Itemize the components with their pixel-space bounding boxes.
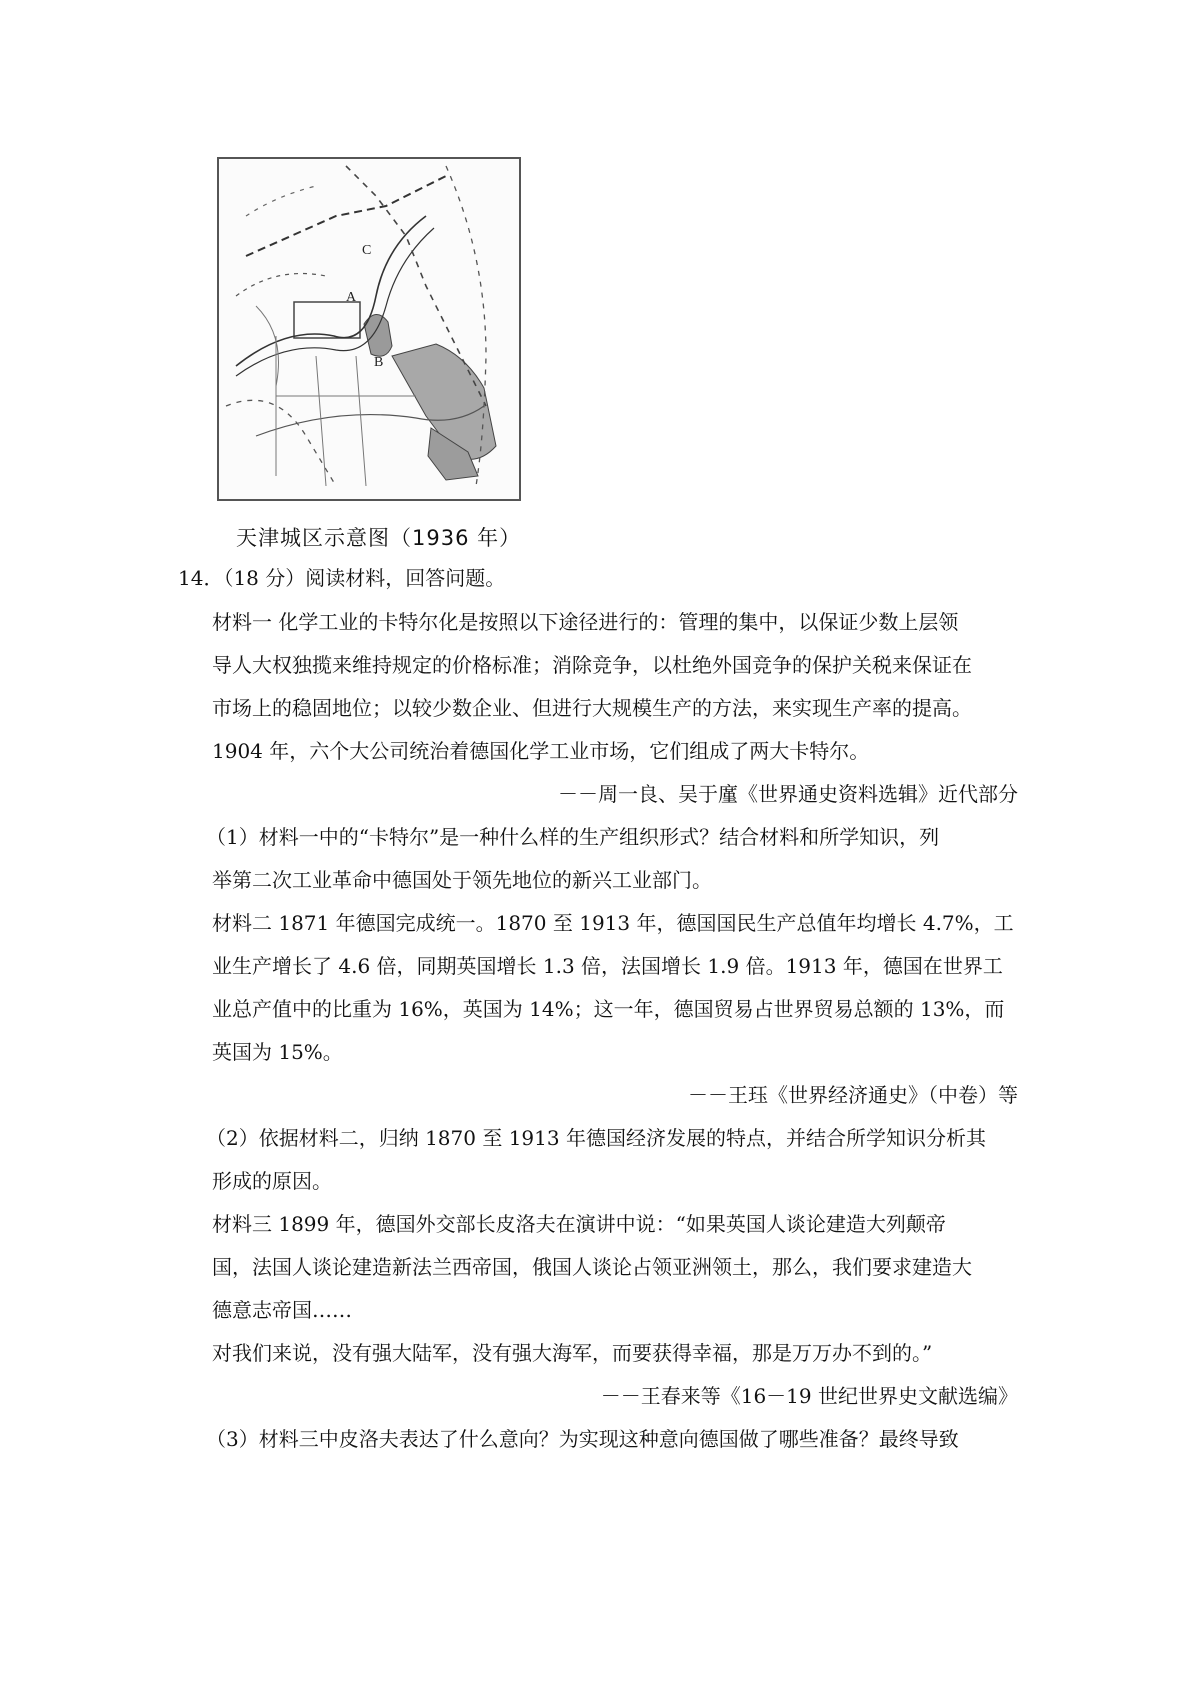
material1-line-1: 材料一 化学工业的卡特尔化是按照以下途径进行的：管理的集中，以保证少数上层领 (212, 610, 959, 634)
material1-line-4: 1904 年，六个大公司统治着德国化学工业市场，它们组成了两大卡特尔。 (212, 739, 870, 763)
material1-line-2: 导人大权独揽来维持规定的价格标准；消除竞争，以杜绝外国竞争的保护关税来保证在 (212, 653, 972, 677)
part2-line-2: 形成的原因。 (212, 1169, 332, 1193)
material2-source: －－王珏《世界经济通史》（中卷）等 (688, 1083, 1018, 1107)
material2-line-1: 材料二 1871 年德国完成统一。1870 至 1913 年，德国国民生产总值年均增长 4.7%，工 (212, 911, 1014, 935)
material3-line-3: 德意志帝国…… (212, 1298, 352, 1322)
material1-source: －－周一良、吴于廑《世界通史资料选辑》近代部分 (558, 782, 1018, 806)
tianjin-map-figure (216, 156, 522, 502)
material3-line-1: 材料三 1899 年，德国外交部长皮洛夫在演讲中说：“如果英国人谈论建造大列颠帝 (212, 1212, 946, 1236)
material2-line-3: 业总产值中的比重为 16%，英国为 14%；这一年，德国贸易占世界贸易总额的 13%，而 (212, 997, 1005, 1021)
question-title: 14．（18 分）阅读材料，回答问题。 (178, 566, 506, 590)
map-caption: 天津城区示意图（1936 年） (236, 526, 522, 550)
material3-line-2: 国，法国人谈论建造新法兰西帝国，俄国人谈论占领亚洲领土，那么，我们要求建造大 (212, 1255, 972, 1279)
map-label-c: C (362, 243, 372, 258)
material1-line-3: 市场上的稳固地位；以较少数企业、但进行大规模生产的方法，来实现生产率的提高。 (212, 696, 972, 720)
map-label-a: A (346, 290, 357, 305)
part3-line-1: （3）材料三中皮洛夫表达了什么意向？为实现这种意向德国做了哪些准备？最终导致 (206, 1427, 959, 1451)
material3-line-4: 对我们来说，没有强大陆军，没有强大海军，而要获得幸福，那是万万办不到的。” (212, 1341, 933, 1365)
material2-line-4: 英国为 15%。 (212, 1040, 343, 1064)
material3-source: －－王春来等《16－19 世纪世界史文献选编》 (600, 1384, 1018, 1408)
part2-line-1: （2）依据材料二，归纳 1870 至 1913 年德国经济发展的特点，并结合所学知识分析其 (206, 1126, 986, 1150)
map-label-b: B (374, 355, 384, 370)
material2-line-2: 业生产增长了 4.6 倍，同期英国增长 1.3 倍，法国增长 1.9 倍。1913 年，德国在世界工 (212, 954, 1003, 978)
part1-line-1: （1）材料一中的“卡特尔”是一种什么样的生产组织形式？结合材料和所学知识，列 (206, 825, 940, 849)
part1-line-2: 举第二次工业革命中德国处于领先地位的新兴工业部门。 (212, 868, 712, 892)
